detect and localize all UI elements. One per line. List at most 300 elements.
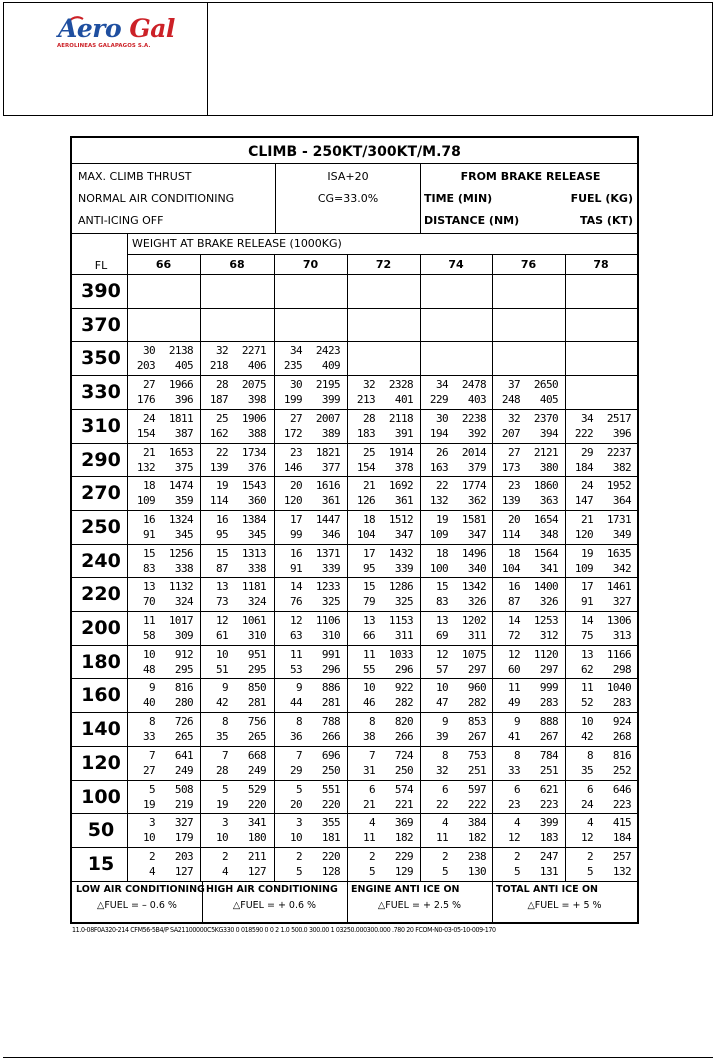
tas-value: 363 [539, 494, 558, 508]
time-value: 11 [507, 681, 520, 695]
fuel-value: 597 [467, 782, 486, 796]
tas-value: 379 [467, 460, 486, 474]
distance-value: 20 [289, 797, 302, 811]
tas-value: 295 [247, 662, 266, 676]
time-value: 10 [142, 647, 155, 661]
time-value: 9 [295, 681, 302, 695]
distance-value: 19 [142, 797, 155, 811]
distance-value: 11 [362, 831, 375, 845]
condition-anti-icing: ANTI-ICING OFF [78, 214, 164, 227]
distance-value: 229 [429, 393, 448, 407]
distance-value: 218 [209, 359, 228, 373]
col-divider [492, 254, 493, 881]
time-value: 23 [289, 445, 302, 459]
weight-header: WEIGHT AT BRAKE RELEASE (1000KG) [132, 237, 342, 250]
fuel-value: 1821 [315, 445, 340, 459]
row-divider [72, 476, 637, 477]
tas-value: 249 [247, 763, 266, 777]
time-value: 7 [148, 748, 155, 762]
tas-value: 325 [321, 595, 340, 609]
time-value: 15 [362, 580, 375, 594]
tas-value: 394 [539, 426, 558, 440]
distance-value: 29 [289, 763, 302, 777]
document-header [3, 2, 713, 116]
tas-value: 345 [247, 527, 266, 541]
tas-value: 179 [174, 831, 193, 845]
tas-value: 396 [612, 426, 631, 440]
row-divider [72, 645, 637, 646]
fuel-value: 1256 [168, 546, 193, 560]
tas-value: 406 [247, 359, 266, 373]
legend-tas: TAS (KT) [580, 214, 633, 227]
fuel-value: 2138 [168, 344, 193, 358]
tas-value: 266 [394, 730, 413, 744]
distance-value: 5 [295, 864, 302, 878]
distance-value: 203 [136, 359, 155, 373]
time-value: 5 [295, 782, 302, 796]
fuel-value: 229 [394, 849, 413, 863]
flight-level-label: 220 [81, 583, 121, 606]
time-value: 15 [215, 546, 228, 560]
tas-value: 324 [174, 595, 193, 609]
distance-value: 147 [574, 494, 593, 508]
fuel-value: 1202 [461, 614, 486, 627]
distance-value: 69 [435, 629, 448, 642]
distance-value: 120 [574, 527, 593, 541]
distance-value: 146 [283, 460, 302, 474]
footer-code: 11.0-08F0A320-214 CFM56-5B4/P SA21100000C5KG330 0 018590 0 0 2 1.0 500.0 300.00 1 03250.000300.000 .780 20 FCOM-N0-03-05-10-009-170 [72, 926, 496, 934]
time-value: 34 [435, 378, 448, 392]
time-value: 4 [586, 816, 593, 830]
tas-value: 326 [467, 595, 486, 609]
correction-label: ENGINE ANTI ICE ON [351, 883, 460, 895]
time-value: 6 [441, 782, 448, 796]
tas-value: 310 [247, 629, 266, 642]
time-value: 21 [142, 445, 155, 459]
time-value: 18 [507, 546, 520, 560]
tas-value: 130 [467, 864, 486, 878]
tas-value: 252 [612, 763, 631, 777]
fuel-value: 257 [612, 849, 631, 863]
distance-value: 75 [580, 629, 593, 642]
distance-value: 162 [209, 426, 228, 440]
fuel-value: 2195 [315, 378, 340, 392]
fuel-value: 991 [321, 647, 340, 661]
distance-value: 5 [441, 864, 448, 878]
time-value: 12 [435, 647, 448, 661]
fuel-value: 820 [394, 715, 413, 729]
fuel-value: 2014 [461, 445, 486, 459]
time-value: 20 [289, 479, 302, 493]
distance-value: 126 [356, 494, 375, 508]
tas-value: 338 [174, 561, 193, 575]
tas-value: 391 [394, 426, 413, 440]
time-value: 9 [513, 715, 520, 729]
row-divider [72, 847, 637, 848]
time-value: 25 [362, 445, 375, 459]
distance-value: 22 [435, 797, 448, 811]
weight-78: 78 [593, 258, 609, 271]
time-value: 11 [142, 614, 155, 627]
correction-value: △FUEL = + 0.6 % [232, 899, 317, 911]
distance-value: 99 [289, 527, 302, 541]
legend-time: TIME (MIN) [424, 192, 493, 205]
distance-value: 12 [580, 831, 593, 845]
correction-divider [492, 881, 493, 922]
tas-value: 375 [174, 460, 193, 474]
fuel-value: 1233 [315, 580, 340, 594]
tas-value: 347 [394, 527, 413, 541]
distance-value: 58 [142, 629, 155, 642]
time-value: 3 [221, 816, 228, 830]
tas-value: 221 [394, 797, 413, 811]
fuel-value: 551 [321, 782, 340, 796]
distance-value: 28 [215, 763, 228, 777]
fuel-value: 238 [467, 849, 486, 863]
flight-level-label: 250 [81, 515, 121, 538]
time-value: 14 [507, 614, 520, 627]
fuel-value: 574 [394, 782, 413, 796]
distance-value: 109 [429, 527, 448, 541]
time-value: 6 [368, 782, 375, 796]
fuel-value: 1543 [241, 479, 266, 493]
row-divider [72, 746, 637, 747]
distance-value: 52 [580, 696, 593, 710]
tas-value: 129 [394, 864, 413, 878]
distance-value: 27 [142, 763, 155, 777]
time-value: 34 [580, 411, 593, 425]
logo-text-accent: Gal [129, 14, 175, 43]
tas-value: 377 [321, 460, 340, 474]
fuel-value: 355 [321, 816, 340, 830]
distance-value: 91 [142, 527, 155, 541]
fuel-value: 2075 [241, 378, 266, 392]
distance-value: 184 [574, 460, 593, 474]
distance-value: 38 [362, 730, 375, 744]
tas-value: 282 [467, 696, 486, 710]
distance-value: 109 [574, 561, 593, 575]
row-divider [72, 409, 637, 410]
row-divider [72, 510, 637, 511]
fuel-value: 1033 [388, 647, 413, 661]
tas-value: 183 [539, 831, 558, 845]
fuel-value: 1400 [533, 580, 558, 594]
time-value: 2 [148, 849, 155, 863]
distance-value: 35 [215, 730, 228, 744]
row-divider [72, 712, 637, 713]
distance-value: 73 [215, 595, 228, 609]
legend-distance: DISTANCE (NM) [424, 214, 520, 227]
fuel-value: 753 [467, 748, 486, 762]
distance-value: 57 [435, 662, 448, 676]
weight-68: 68 [229, 258, 245, 271]
fl-header: FL [94, 259, 108, 272]
fuel-value: 1324 [168, 512, 193, 526]
tas-value: 283 [539, 696, 558, 710]
fuel-value: 2650 [533, 378, 558, 392]
weight-72: 72 [375, 258, 392, 271]
distance-value: 199 [283, 393, 302, 407]
fuel-value: 1447 [315, 512, 340, 526]
time-value: 8 [586, 748, 593, 762]
tas-value: 378 [394, 460, 413, 474]
time-value: 34 [289, 344, 302, 358]
tas-value: 341 [539, 561, 558, 575]
time-value: 8 [441, 748, 448, 762]
tas-value: 249 [174, 763, 193, 777]
distance-value: 83 [142, 561, 155, 575]
flight-level-label: 350 [81, 347, 121, 370]
time-value: 24 [142, 411, 155, 425]
tas-value: 388 [247, 426, 266, 440]
tas-value: 310 [321, 629, 340, 642]
tas-value: 223 [612, 797, 631, 811]
distance-value: 72 [507, 629, 520, 642]
fuel-value: 960 [467, 681, 486, 695]
fuel-value: 211 [247, 849, 266, 863]
tas-value: 268 [612, 730, 631, 744]
time-value: 5 [221, 782, 228, 796]
tas-value: 265 [174, 730, 193, 744]
distance-value: 60 [507, 662, 520, 676]
fuel-value: 1075 [461, 647, 486, 661]
tas-value: 265 [247, 730, 266, 744]
logo-cell [4, 3, 208, 115]
fuel-value: 1474 [168, 479, 193, 493]
distance-value: 176 [136, 393, 155, 407]
distance-value: 55 [362, 662, 375, 676]
distance-value: 95 [215, 527, 228, 541]
fuel-value: 1371 [315, 546, 340, 560]
fuel-value: 1581 [461, 512, 486, 526]
time-value: 21 [580, 512, 593, 526]
fuel-value: 1966 [168, 378, 193, 392]
fuel-value: 1120 [533, 647, 558, 661]
tas-value: 380 [539, 460, 558, 474]
distance-value: 120 [283, 494, 302, 508]
distance-value: 33 [507, 763, 520, 777]
fuel-value: 853 [467, 715, 486, 729]
tas-value: 339 [321, 561, 340, 575]
fuel-value: 399 [539, 816, 558, 830]
time-value: 26 [435, 445, 448, 459]
tas-value: 399 [321, 393, 340, 407]
distance-value: 76 [289, 595, 302, 609]
time-value: 9 [148, 681, 155, 695]
distance-value: 139 [209, 460, 228, 474]
tas-value: 280 [174, 696, 193, 710]
distance-value: 83 [435, 595, 448, 609]
fuel-value: 1153 [388, 614, 413, 627]
fuel-value: 2423 [315, 344, 340, 358]
distance-value: 4 [221, 864, 228, 878]
tas-value: 347 [467, 527, 486, 541]
tas-value: 181 [321, 831, 340, 845]
tas-value: 359 [174, 494, 193, 508]
fuel-value: 1692 [388, 479, 413, 493]
distance-value: 95 [362, 561, 375, 575]
fuel-value: 1166 [606, 647, 631, 661]
distance-value: 42 [215, 696, 228, 710]
time-value: 10 [435, 681, 448, 695]
tas-value: 389 [321, 426, 340, 440]
time-value: 4 [441, 816, 448, 830]
time-value: 32 [215, 344, 228, 358]
fuel-value: 1811 [168, 411, 193, 425]
distance-value: 33 [142, 730, 155, 744]
distance-value: 100 [429, 561, 448, 575]
fuel-value: 1132 [168, 580, 193, 594]
fuel-value: 384 [467, 816, 486, 830]
flight-level-label: 100 [81, 785, 121, 808]
tas-value: 296 [394, 662, 413, 676]
tas-value: 220 [247, 797, 266, 811]
legend-fuel: FUEL (KG) [570, 192, 633, 205]
time-value: 37 [507, 378, 520, 392]
tas-value: 309 [174, 629, 193, 642]
distance-value: 87 [507, 595, 520, 609]
time-value: 13 [142, 580, 155, 594]
fuel-value: 816 [612, 748, 631, 762]
flight-level-label: 310 [81, 414, 121, 437]
distance-value: 11 [435, 831, 448, 845]
fuel-value: 696 [321, 748, 340, 762]
time-value: 2 [586, 849, 593, 863]
distance-value: 21 [362, 797, 375, 811]
fuel-value: 1286 [388, 580, 413, 594]
fuel-value: 756 [247, 715, 266, 729]
time-value: 16 [507, 580, 520, 594]
fuel-value: 886 [321, 681, 340, 695]
flight-level-label: 160 [81, 684, 121, 707]
time-value: 32 [362, 378, 375, 392]
time-value: 14 [580, 614, 593, 627]
tas-value: 180 [247, 831, 266, 845]
time-value: 16 [215, 512, 228, 526]
row-divider [72, 577, 637, 578]
time-value: 25 [215, 411, 228, 425]
tas-value: 283 [612, 696, 631, 710]
tas-value: 382 [612, 460, 631, 474]
col-divider [420, 254, 421, 881]
fuel-value: 1635 [606, 546, 631, 560]
time-value: 16 [289, 546, 302, 560]
distance-value: 12 [507, 831, 520, 845]
flight-level-label: 290 [81, 448, 121, 471]
fuel-value: 1734 [241, 445, 266, 459]
tas-value: 281 [321, 696, 340, 710]
distance-value: 5 [513, 864, 520, 878]
tas-value: 222 [467, 797, 486, 811]
fuel-value: 2118 [388, 411, 413, 425]
tas-value: 184 [612, 831, 631, 845]
tas-value: 409 [321, 359, 340, 373]
tas-value: 251 [467, 763, 486, 777]
fuel-value: 1860 [533, 479, 558, 493]
distance-value: 104 [501, 561, 520, 575]
condition-air: NORMAL AIR CONDITIONING [78, 192, 235, 205]
distance-value: 32 [435, 763, 448, 777]
time-value: 10 [362, 681, 375, 695]
isa-label: ISA+20 [327, 170, 369, 183]
flight-level-label: 50 [87, 819, 115, 842]
distance-value: 109 [136, 494, 155, 508]
time-value: 17 [289, 512, 302, 526]
tas-value: 223 [539, 797, 558, 811]
col-divider [565, 254, 566, 881]
correction-divider [202, 881, 203, 922]
fuel-value: 341 [247, 816, 266, 830]
tas-value: 313 [612, 629, 631, 642]
fuel-value: 1181 [241, 580, 266, 594]
row-divider [72, 308, 637, 309]
time-value: 10 [580, 715, 593, 729]
distance-value: 49 [507, 696, 520, 710]
tas-value: 364 [612, 494, 631, 508]
fuel-value: 850 [247, 681, 266, 695]
distance-value: 5 [586, 864, 593, 878]
cg-label: CG=33.0% [317, 192, 379, 205]
time-value: 17 [362, 546, 375, 560]
fuel-value: 2517 [606, 411, 631, 425]
time-value: 15 [435, 580, 448, 594]
correction-value: △FUEL = + 2.5 % [377, 899, 462, 911]
distance-value: 39 [435, 730, 448, 744]
time-value: 10 [215, 647, 228, 661]
correction-label: TOTAL ANTI ICE ON [496, 883, 598, 895]
distance-value: 63 [289, 629, 302, 642]
tas-value: 324 [247, 595, 266, 609]
tas-value: 219 [174, 797, 193, 811]
time-value: 7 [295, 748, 302, 762]
fuel-value: 2478 [461, 378, 486, 392]
time-value: 3 [148, 816, 155, 830]
tas-value: 127 [174, 864, 193, 878]
fuel-value: 641 [174, 748, 193, 762]
time-value: 17 [580, 580, 593, 594]
tas-value: 376 [247, 460, 266, 474]
tas-value: 251 [539, 763, 558, 777]
fuel-value: 1106 [315, 614, 340, 627]
page-bottom-rule [3, 1057, 713, 1058]
time-value: 28 [215, 378, 228, 392]
fuel-value: 2237 [606, 445, 631, 459]
distance-value: 31 [362, 763, 375, 777]
tas-value: 361 [321, 494, 340, 508]
time-value: 18 [362, 512, 375, 526]
distance-value: 154 [136, 426, 155, 440]
distance-value: 66 [362, 629, 375, 642]
tas-value: 392 [467, 426, 486, 440]
row-divider [72, 881, 637, 882]
correction-label: LOW AIR CONDITIONING [76, 883, 205, 895]
fuel-value: 415 [612, 816, 631, 830]
tas-value: 250 [394, 763, 413, 777]
time-value: 8 [295, 715, 302, 729]
tas-value: 342 [612, 561, 631, 575]
fuel-value: 1512 [388, 512, 413, 526]
time-value: 14 [289, 580, 302, 594]
time-value: 2 [441, 849, 448, 863]
tas-value: 266 [321, 730, 340, 744]
fuel-value: 1313 [241, 546, 266, 560]
row-divider [72, 375, 637, 376]
fuel-value: 1774 [461, 479, 486, 493]
weight-70: 70 [302, 258, 319, 271]
time-value: 13 [435, 614, 448, 627]
fuel-value: 327 [174, 816, 193, 830]
col-divider [274, 254, 275, 881]
